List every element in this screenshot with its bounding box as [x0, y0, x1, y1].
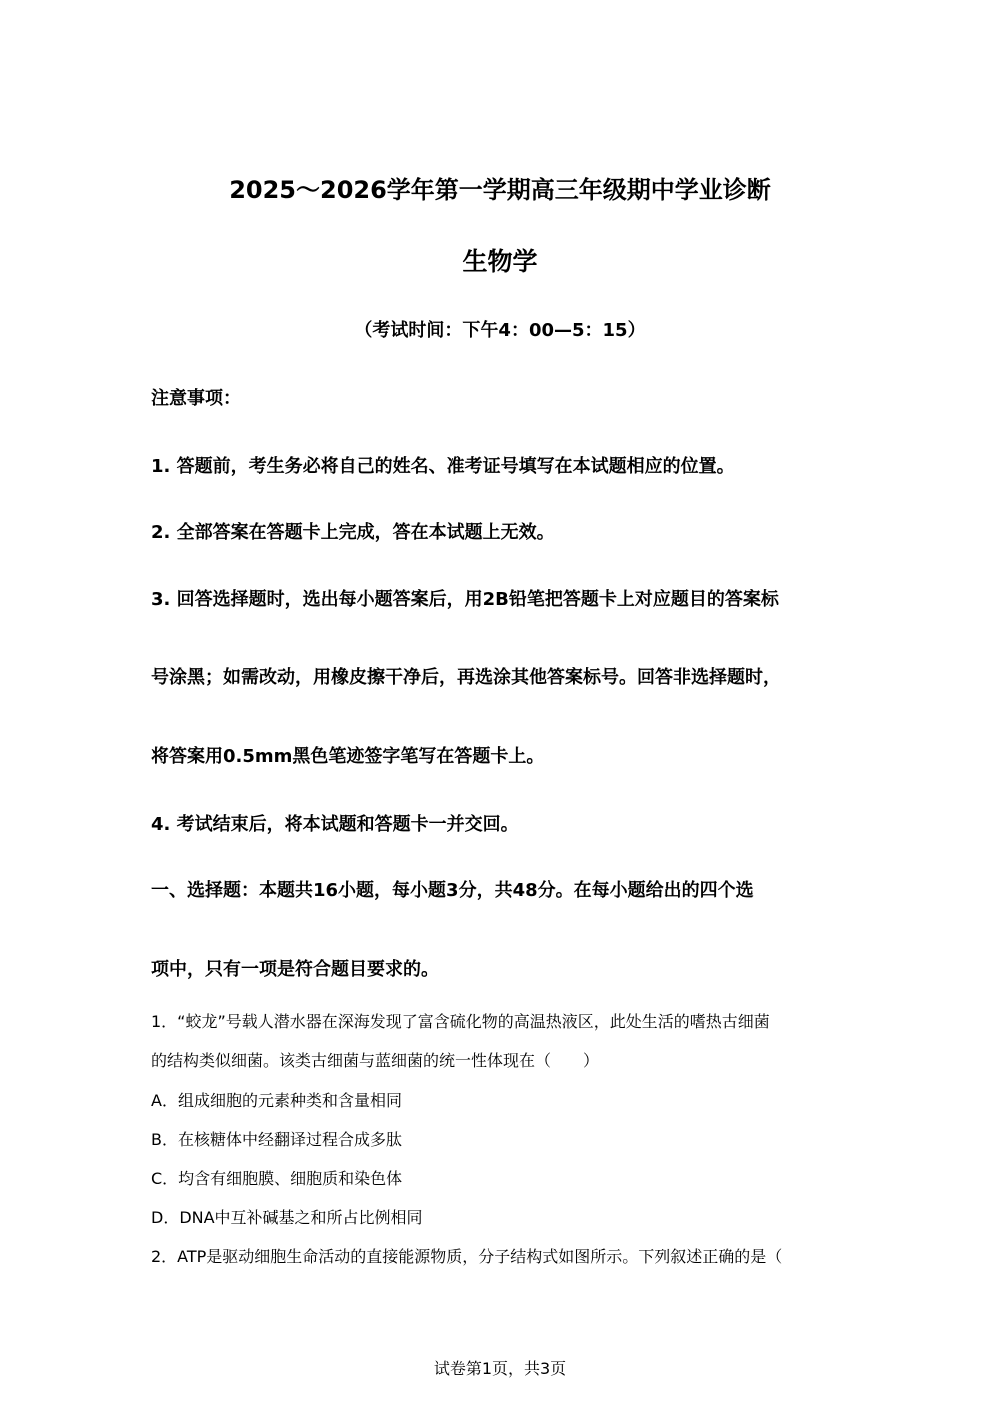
notice-item-2: 2. 全部答案在答题卡上完成，答在本试题上无效。 [151, 522, 555, 543]
section-heading-line-2: 项中，只有一项是符合题目要求的。 [151, 959, 439, 980]
notice-item-3-line-1: 3. 回答选择题时，选出每小题答案后，用2B铅笔把答题卡上对应题目的答案标 [151, 589, 779, 610]
notice-item-4: 4. 考试结束后，将本试题和答题卡一并交回。 [151, 814, 519, 835]
question-1-option-c: C．均含有细胞膜、细胞质和染色体 [151, 1169, 403, 1188]
question-1-option-a: A．组成细胞的元素种类和含量相同 [151, 1091, 402, 1110]
notice-item-1: 1. 答题前，考生务必将自己的姓名、准考证号填写在本试题相应的位置。 [151, 456, 735, 477]
notice-heading: 注意事项： [151, 388, 241, 409]
question-1-option-b: B．在核糖体中经翻译过程合成多肽 [151, 1130, 402, 1149]
exam-time: （考试时间：下午4：00—5：15） [354, 320, 646, 341]
section-heading-line-1: 一、选择题：本题共16小题，每小题3分，共48分。在每小题给出的四个选 [151, 880, 754, 901]
notice-item-3-line-3: 将答案用0.5mm黑色笔迹签字笔写在答题卡上。 [151, 746, 545, 767]
question-1-option-d: D．DNA中互补碱基之和所占比例相同 [151, 1208, 423, 1227]
question-1-stem-line-1: 1．“蛟龙”号载人潜水器在深海发现了富含硫化物的高温热液区，此处生活的嗜热古细菌 [151, 1012, 770, 1031]
question-2-stem-line-1: 2．ATP是驱动细胞生命活动的直接能源物质，分子结构式如图所示。下列叙述正确的是（ [151, 1247, 783, 1266]
subject-title: 生物学 [462, 247, 538, 276]
exam-title: 2025～2026学年第一学期高三年级期中学业诊断 [229, 176, 771, 204]
question-1-stem-line-2: 的结构类似细菌。该类古细菌与蓝细菌的统一性体现在（ ） [151, 1051, 600, 1070]
notice-item-3-line-2: 号涂黑；如需改动，用橡皮擦干净后，再选涂其他答案标号。回答非选择题时， [151, 667, 781, 688]
page-footer: 试卷第1页，共3页 [433, 1359, 567, 1378]
